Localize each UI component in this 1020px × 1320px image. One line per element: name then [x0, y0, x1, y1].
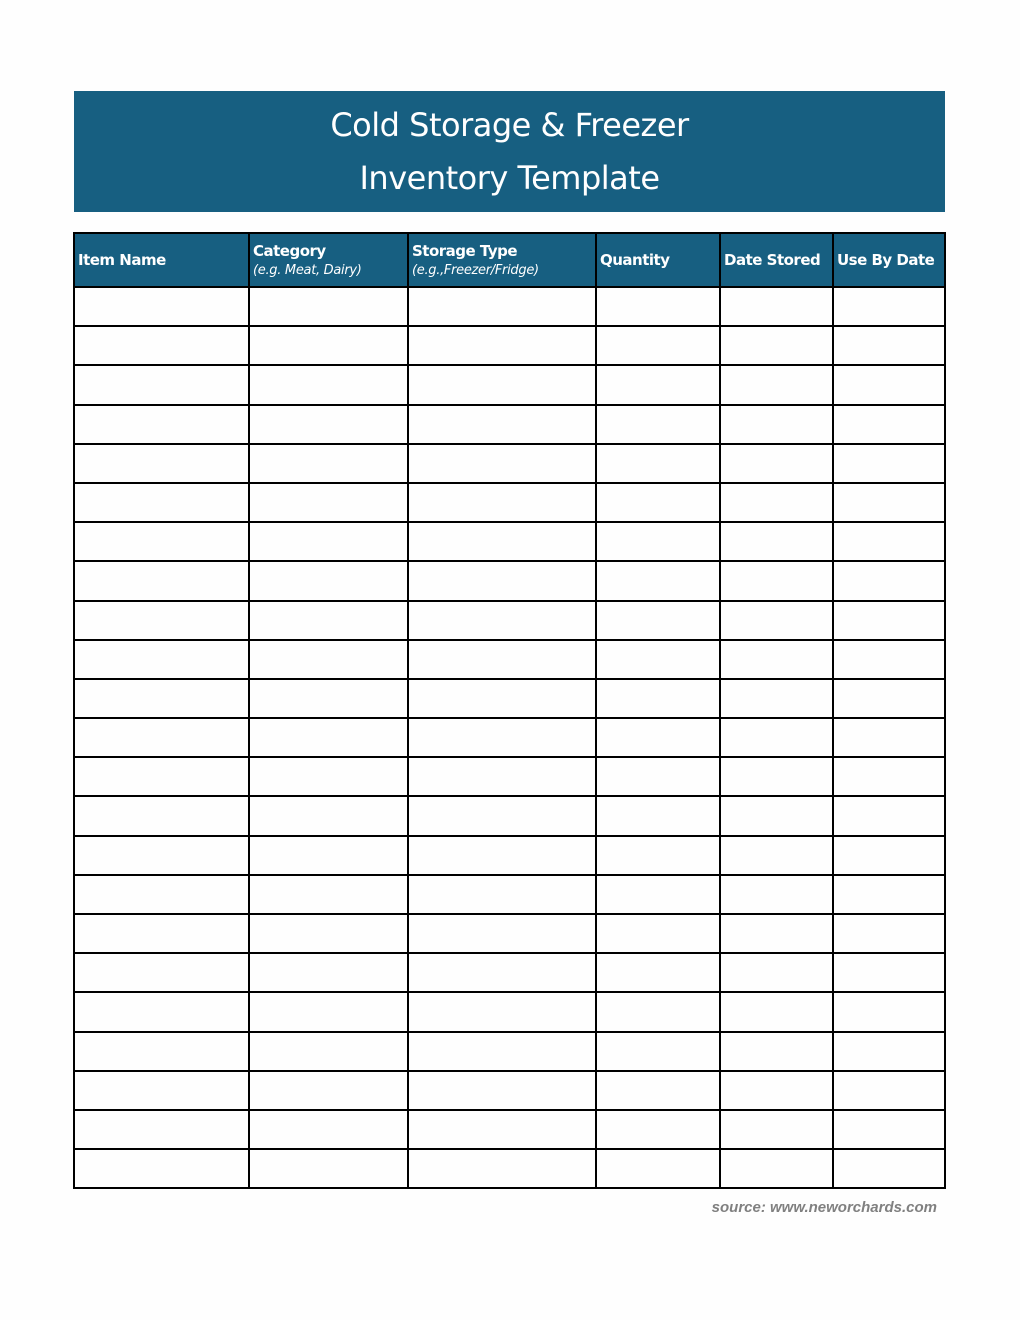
column-header-date-stored: Date Stored	[720, 233, 833, 287]
cell-item-name[interactable]	[74, 796, 249, 835]
cell-quantity[interactable]	[596, 875, 720, 914]
table-row	[74, 287, 945, 326]
cell-use-by-date[interactable]	[833, 287, 945, 326]
cell-date-stored[interactable]	[720, 875, 833, 914]
cell-item-name[interactable]	[74, 914, 249, 953]
cell-storage-type[interactable]	[408, 444, 596, 483]
cell-storage-type[interactable]	[408, 718, 596, 757]
cell-item-name[interactable]	[74, 640, 249, 679]
table-row	[74, 601, 945, 640]
table-row	[74, 953, 945, 992]
table-row	[74, 757, 945, 796]
cell-use-by-date[interactable]	[833, 561, 945, 600]
cell-quantity[interactable]	[596, 1032, 720, 1071]
cell-use-by-date[interactable]	[833, 679, 945, 718]
cell-category[interactable]	[249, 757, 408, 796]
cell-storage-type[interactable]	[408, 992, 596, 1031]
cell-category[interactable]	[249, 836, 408, 875]
cell-item-name[interactable]	[74, 326, 249, 365]
cell-quantity[interactable]	[596, 914, 720, 953]
cell-item-name[interactable]	[74, 405, 249, 444]
cell-item-name[interactable]	[74, 836, 249, 875]
cell-date-stored[interactable]	[720, 679, 833, 718]
cell-storage-type[interactable]	[408, 836, 596, 875]
cell-item-name[interactable]	[74, 561, 249, 600]
table-row	[74, 1110, 945, 1149]
cell-use-by-date[interactable]	[833, 875, 945, 914]
cell-item-name[interactable]	[74, 1149, 249, 1188]
cell-storage-type[interactable]	[408, 640, 596, 679]
table-row	[74, 483, 945, 522]
table-row	[74, 1032, 945, 1071]
cell-category[interactable]	[249, 601, 408, 640]
cell-use-by-date[interactable]	[833, 914, 945, 953]
table-row	[74, 718, 945, 757]
title-banner	[74, 91, 945, 212]
cell-use-by-date[interactable]	[833, 1071, 945, 1110]
table-row	[74, 561, 945, 600]
table-row	[74, 796, 945, 835]
cell-use-by-date[interactable]	[833, 365, 945, 404]
cell-use-by-date[interactable]	[833, 836, 945, 875]
column-hint-category: (e.g. Meat, Dairy)	[253, 263, 362, 278]
cell-storage-type[interactable]	[408, 1071, 596, 1110]
cell-quantity[interactable]	[596, 1110, 720, 1149]
cell-date-stored[interactable]	[720, 640, 833, 679]
cell-use-by-date[interactable]	[833, 640, 945, 679]
cell-quantity[interactable]	[596, 601, 720, 640]
cell-date-stored[interactable]	[720, 718, 833, 757]
cell-storage-type[interactable]	[408, 483, 596, 522]
table-row	[74, 444, 945, 483]
source-credit: source: www.neworchards.com	[711, 1199, 937, 1216]
cell-category[interactable]	[249, 1032, 408, 1071]
cell-date-stored[interactable]	[720, 914, 833, 953]
cell-quantity[interactable]	[596, 444, 720, 483]
cell-storage-type[interactable]	[408, 561, 596, 600]
cell-item-name[interactable]	[74, 601, 249, 640]
cell-item-name[interactable]	[74, 875, 249, 914]
table-row	[74, 992, 945, 1031]
cell-item-name[interactable]	[74, 287, 249, 326]
cell-use-by-date[interactable]	[833, 483, 945, 522]
cell-quantity[interactable]	[596, 836, 720, 875]
cell-storage-type[interactable]	[408, 287, 596, 326]
cell-item-name[interactable]	[74, 522, 249, 561]
cell-quantity[interactable]	[596, 1149, 720, 1188]
table-row	[74, 1149, 945, 1188]
cell-item-name[interactable]	[74, 679, 249, 718]
table-row	[74, 679, 945, 718]
cell-category[interactable]	[249, 326, 408, 365]
cell-date-stored[interactable]	[720, 483, 833, 522]
cell-use-by-date[interactable]	[833, 953, 945, 992]
cell-use-by-date[interactable]	[833, 1110, 945, 1149]
table-row	[74, 365, 945, 404]
cell-category[interactable]	[249, 718, 408, 757]
cell-date-stored[interactable]	[720, 522, 833, 561]
cell-item-name[interactable]	[74, 365, 249, 404]
cell-use-by-date[interactable]	[833, 522, 945, 561]
cell-category[interactable]	[249, 992, 408, 1031]
cell-quantity[interactable]	[596, 796, 720, 835]
table-body	[74, 287, 945, 1188]
cell-use-by-date[interactable]	[833, 718, 945, 757]
cell-category[interactable]	[249, 365, 408, 404]
cell-category[interactable]	[249, 1110, 408, 1149]
cell-date-stored[interactable]	[720, 561, 833, 600]
cell-quantity[interactable]	[596, 718, 720, 757]
cell-date-stored[interactable]	[720, 601, 833, 640]
cell-category[interactable]	[249, 875, 408, 914]
cell-item-name[interactable]	[74, 1032, 249, 1071]
cell-storage-type[interactable]	[408, 914, 596, 953]
table-row	[74, 836, 945, 875]
cell-category[interactable]	[249, 953, 408, 992]
cell-storage-type[interactable]	[408, 796, 596, 835]
cell-use-by-date[interactable]	[833, 992, 945, 1031]
cell-storage-type[interactable]	[408, 1110, 596, 1149]
cell-quantity[interactable]	[596, 287, 720, 326]
cell-item-name[interactable]	[74, 1110, 249, 1149]
title-line-2: Inventory Template	[359, 158, 660, 197]
title-line-1: Cold Storage & Freezer	[330, 105, 689, 144]
cell-quantity[interactable]	[596, 561, 720, 600]
table-row	[74, 405, 945, 444]
cell-use-by-date[interactable]	[833, 796, 945, 835]
cell-storage-type[interactable]	[408, 522, 596, 561]
cell-use-by-date[interactable]	[833, 405, 945, 444]
cell-date-stored[interactable]	[720, 1071, 833, 1110]
cell-quantity[interactable]	[596, 757, 720, 796]
header-row	[74, 233, 945, 287]
cell-use-by-date[interactable]	[833, 444, 945, 483]
cell-category[interactable]	[249, 1149, 408, 1188]
cell-quantity[interactable]	[596, 640, 720, 679]
cell-storage-type[interactable]	[408, 953, 596, 992]
table-row	[74, 640, 945, 679]
column-header-quantity: Quantity	[596, 233, 720, 287]
cell-category[interactable]	[249, 405, 408, 444]
cell-use-by-date[interactable]	[833, 1032, 945, 1071]
cell-date-stored[interactable]	[720, 444, 833, 483]
cell-quantity[interactable]	[596, 992, 720, 1031]
cell-use-by-date[interactable]	[833, 326, 945, 365]
cell-category[interactable]	[249, 561, 408, 600]
cell-storage-type[interactable]	[408, 365, 596, 404]
cell-category[interactable]	[249, 640, 408, 679]
cell-storage-type[interactable]	[408, 326, 596, 365]
cell-item-name[interactable]	[74, 953, 249, 992]
cell-quantity[interactable]	[596, 365, 720, 404]
cell-quantity[interactable]	[596, 483, 720, 522]
column-hint-storage-type: (e.g.,Freezer/Fridge)	[412, 263, 539, 278]
cell-storage-type[interactable]	[408, 875, 596, 914]
cell-category[interactable]	[249, 444, 408, 483]
cell-date-stored[interactable]	[720, 1032, 833, 1071]
cell-quantity[interactable]	[596, 1071, 720, 1110]
table-row	[74, 914, 945, 953]
cell-date-stored[interactable]	[720, 796, 833, 835]
cell-date-stored[interactable]	[720, 405, 833, 444]
column-header-item-name: Item Name	[74, 233, 249, 287]
cell-item-name[interactable]	[74, 1071, 249, 1110]
cell-date-stored[interactable]	[720, 287, 833, 326]
table-row	[74, 875, 945, 914]
cell-category[interactable]	[249, 1071, 408, 1110]
cell-storage-type[interactable]	[408, 1032, 596, 1071]
cell-date-stored[interactable]	[720, 326, 833, 365]
cell-date-stored[interactable]	[720, 1110, 833, 1149]
cell-storage-type[interactable]	[408, 405, 596, 444]
cell-date-stored[interactable]	[720, 836, 833, 875]
cell-date-stored[interactable]	[720, 992, 833, 1031]
cell-storage-type[interactable]	[408, 757, 596, 796]
table-row	[74, 326, 945, 365]
cell-use-by-date[interactable]	[833, 601, 945, 640]
cell-category[interactable]	[249, 522, 408, 561]
column-header-storage-type: Storage Type (e.g.,Freezer/Fridge)	[408, 233, 596, 287]
table-row	[74, 1071, 945, 1110]
column-header-category: Category (e.g. Meat, Dairy)	[249, 233, 408, 287]
cell-date-stored[interactable]	[720, 953, 833, 992]
cell-storage-type[interactable]	[408, 1149, 596, 1188]
cell-category[interactable]	[249, 914, 408, 953]
cell-item-name[interactable]	[74, 992, 249, 1031]
cell-storage-type[interactable]	[408, 601, 596, 640]
cell-item-name[interactable]	[74, 483, 249, 522]
cell-storage-type[interactable]	[408, 679, 596, 718]
cell-category[interactable]	[249, 679, 408, 718]
cell-category[interactable]	[249, 287, 408, 326]
cell-quantity[interactable]	[596, 522, 720, 561]
cell-item-name[interactable]	[74, 718, 249, 757]
cell-item-name[interactable]	[74, 757, 249, 796]
cell-quantity[interactable]	[596, 953, 720, 992]
cell-quantity[interactable]	[596, 405, 720, 444]
cell-date-stored[interactable]	[720, 1149, 833, 1188]
cell-category[interactable]	[249, 796, 408, 835]
cell-item-name[interactable]	[74, 444, 249, 483]
cell-quantity[interactable]	[596, 679, 720, 718]
inventory-table	[73, 232, 946, 1189]
cell-use-by-date[interactable]	[833, 1149, 945, 1188]
cell-category[interactable]	[249, 483, 408, 522]
column-header-use-by-date: Use By Date	[833, 233, 945, 287]
cell-quantity[interactable]	[596, 326, 720, 365]
cell-date-stored[interactable]	[720, 757, 833, 796]
cell-use-by-date[interactable]	[833, 757, 945, 796]
table-row	[74, 522, 945, 561]
cell-date-stored[interactable]	[720, 365, 833, 404]
